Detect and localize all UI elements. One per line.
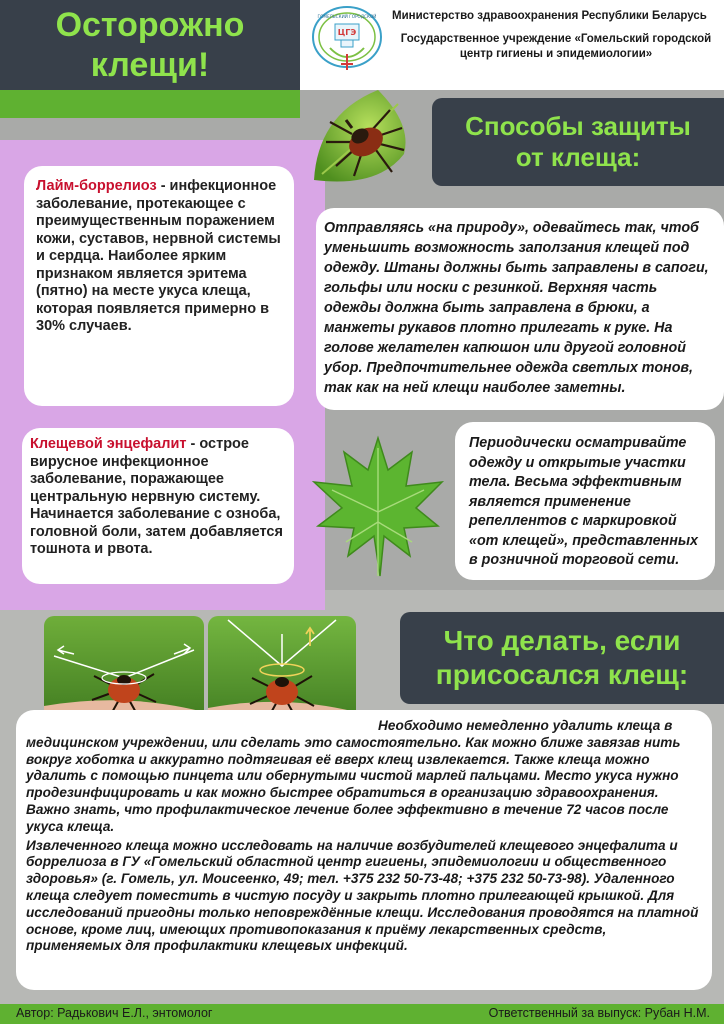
protection-text: Отправляясь «на природу», одевайтесь так, чтоб уменьшить возможность заползания клещей под одежду. Штаны должны быть заправлены в сапоги, гольфы или носки с резинкой. Верхняя часть одежды должна быть заправлена в брюки, а манжеты рукавов плотно прилегать к руке. На голове желателен капюшон или другой головной убор. Предпочтительнее одежда светлых тонов, так как на ней клещи наиболее заметны. [324,220,709,396]
card-tick-encephalitis [22,428,294,584]
footer-author: Автор: Радькович Е.Л., энтомолог [16,1006,213,1020]
logo-text-mid: ЦГЭ [337,28,357,37]
lyme-description: - инфекционное заболевание, протекающее с преимущественным поражением кожи, суставов, нервной системы и сердца. Наиболее ярким признаком является эритема (пятно) на месте укуса клеща, которая появляется примерно в 30% случаев. [36,178,281,334]
section-title-bite [400,612,724,704]
footer-responsible: Ответственный за выпуск: Рубан Н.М. [488,1006,710,1020]
removal-paragraph-2: Извлеченного клеща можно исследовать на наличие возбудителей клещевого энцефалита и боррелиоза в ГУ «Гомельский областной центр гигиены, эпидемиологии и общественного здоровья» (г. Гомель, ул. Моисеенко, 49; тел. +375 232 50-73-48; +375 232 50-73-98). Удаленного клеща следует поместить в чистую посуду и закрыть плотно прилегающей крышкой. Для исследований пригодны только неповреждённые клещи. Исследования проводятся на платной основе, кроме лиц, имеющих противопоказания к приёму лекарственных средств, применяемых для профилактики клещевых инфекций. [26,837,699,954]
card-protection-clothing [316,208,724,410]
maple-leaf-icon [308,434,448,580]
section-title-protection-text: Способы защиты от клеща: [465,111,691,172]
encephalitis-description: - острое вирусное инфекционное заболевание, поражающее центральную нервную систему. Начинается заболевание с озноба, головной боли, затем добавляется тошнота и рвота. [30,436,283,557]
ministry-name: Министерство здравоохранения Республики Беларусь [392,10,707,22]
poster-title-box [0,0,300,90]
poster-title: Осторожно клещи! [55,6,245,84]
card-tick-removal [16,710,712,990]
term-lyme: Лайм-боррелиоз [36,178,157,194]
tick-photo-icon [308,84,416,194]
card-lyme-borreliosis [24,166,294,406]
removal-paragraph-1: Необходимо немедленно удалить клеща в медицинском учреждении, или сделать это самостоятельно. Как можно ближе завязав нить вокруг хоботка и аккуратно подтягивая её вверх клещ извлекается. Также клеща можно удалить с помощью пинцета или обернутыми чистой марлей пальцами. Место укуса нужно продезинфицировать и как можно быстрее обратиться в организацию здравоохранения. Важно знать, что профилактическое лечение более эффективно в течение 72 часов после укуса клеща. [26,718,681,834]
logo-emblem-icon [308,4,386,76]
green-strip [0,88,300,118]
term-encephalitis: Клещевой энцефалит [30,436,187,452]
inspection-text: Периодически осматривайте одежду и открытые участки тела. Весьма эффективным является применение репеллентов с маркировкой «от клещей», представленных в розничной торговой сети. [469,435,698,568]
section-title-protection [432,98,724,186]
institution-name: Государственное учреждение «Гомельский городской центр гигиены и эпидемиологии» [400,33,712,60]
card-inspection [455,422,715,580]
section-title-bite-text: Что делать, если присосался клещ: [435,625,689,690]
logo-text-top: ГОМЕЛЬСКИЙ ГОРОДСКОЙ [317,14,377,19]
